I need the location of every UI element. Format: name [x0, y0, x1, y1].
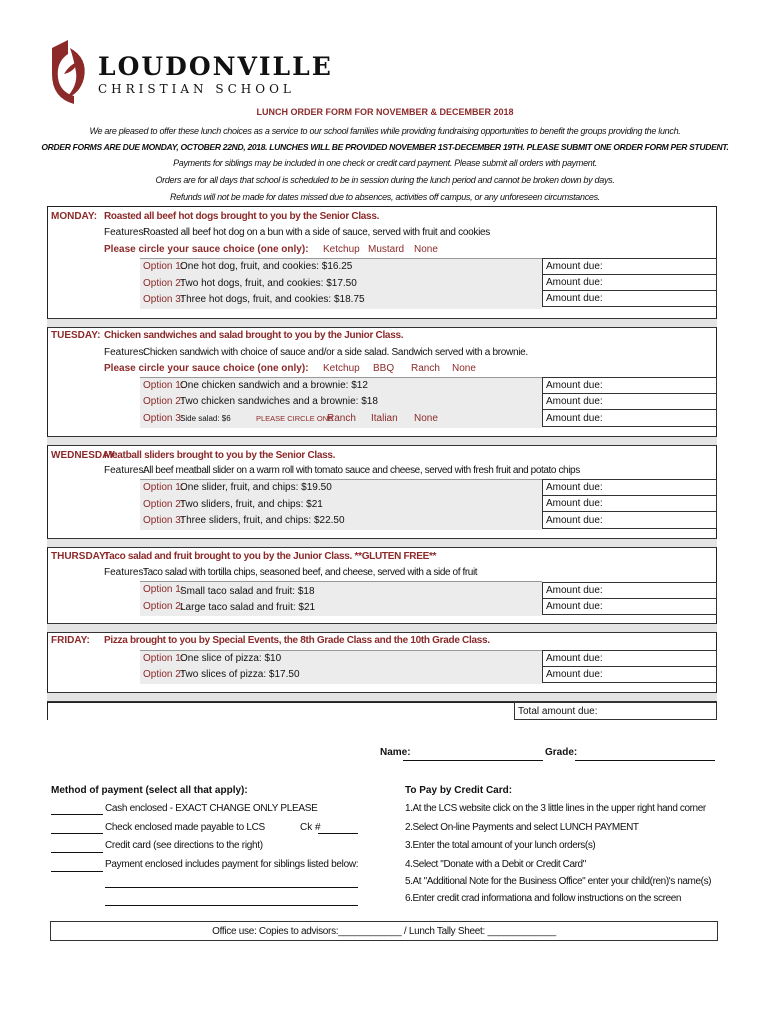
- amount-due-label: Amount due:: [546, 498, 603, 509]
- sibling-name-input[interactable]: [105, 887, 358, 888]
- amount-due-field[interactable]: [542, 582, 717, 599]
- office-use-text: Office use: Copies to advisors:____________ / Lunch Tally Sheet: _____________: [212, 926, 556, 937]
- day-label-friday: FRIDAY:: [51, 635, 90, 646]
- amount-due-label: Amount due:: [546, 380, 603, 391]
- total-amount-field[interactable]: [514, 702, 717, 720]
- sauce-choice[interactable]: Ketchup: [323, 363, 360, 374]
- credit-step: 5.At "Additional Note for the Business Office" enter your child(ren)'s name(s): [405, 876, 712, 887]
- payment-checkbox-blank[interactable]: [51, 852, 103, 853]
- amount-due-label: Amount due:: [546, 585, 603, 596]
- amount-due-label: Amount due:: [546, 669, 603, 680]
- check-number-input[interactable]: [318, 833, 358, 834]
- amount-due-label: Amount due:: [546, 261, 603, 272]
- payment-method-title: Method of payment (select all that apply):: [51, 785, 248, 796]
- logo-name: LOUDONVILLE: [98, 52, 333, 81]
- option-label: Option 2:: [143, 669, 184, 680]
- name-label: Name:: [380, 747, 411, 758]
- dressing-choice[interactable]: Ranch: [327, 413, 356, 424]
- option-label: Option 1:: [143, 482, 184, 493]
- option-label: Option 2:: [143, 396, 184, 407]
- payment-option: Payment enclosed includes payment for siblings listed below:: [105, 859, 359, 870]
- option-text: Two chicken sandwiches and a brownie: $18: [180, 396, 378, 407]
- option-label: Option 3:: [143, 515, 184, 526]
- option-text: Two hot dogs, fruit, and cookies: $17.50: [180, 278, 357, 289]
- sauce-choice[interactable]: BBQ: [373, 363, 395, 374]
- option-text: Two sliders, fruit, and chips: $21: [180, 499, 323, 510]
- option-text: One slider, fruit, and chips: $19.50: [180, 482, 332, 493]
- features-label: Features:: [104, 465, 147, 476]
- amount-due-field[interactable]: [542, 409, 717, 427]
- monday-description: Roasted all beef hot dogs brought to you by the Senior Class.: [104, 211, 380, 222]
- intro-line-1: We are pleased to offer these lunch choices as a service to our school families while providing fundraising opportunities to benefit the groups providing the lunch.: [89, 126, 681, 136]
- day-label-tuesday: TUESDAY:: [51, 330, 101, 341]
- payment-checkbox-blank[interactable]: [51, 871, 103, 872]
- option-label: Option 3:: [143, 413, 184, 424]
- intro-line-4: Orders are for all days that school is scheduled to be in session during the lunch period and cannot be broken down by days.: [155, 175, 615, 185]
- option-text: Two slices of pizza: $17.50: [180, 669, 300, 680]
- amount-due-field[interactable]: [542, 393, 717, 410]
- features-label: Features:: [104, 227, 147, 238]
- wednesday-features: All beef meatball slider on a warm roll with tomato sauce and cheese, served with fresh fruit and potato chips: [143, 465, 580, 476]
- features-label: Features:: [104, 567, 147, 578]
- amount-due-field[interactable]: [542, 377, 717, 394]
- payment-checkbox-blank[interactable]: [51, 814, 103, 815]
- thursday-features: Taco salad with tortilla chips, seasoned beef, and cheese, served with a side of fruit: [143, 567, 478, 578]
- thursday-description: Taco salad and fruit brought to you by the Junior Class. **GLUTEN FREE**: [104, 551, 437, 562]
- payment-checkbox-blank[interactable]: [51, 833, 103, 834]
- form-title: LUNCH ORDER FORM FOR NOVEMBER & DECEMBER 2018: [256, 107, 514, 117]
- grade-input[interactable]: [575, 760, 715, 761]
- logo-subtitle: CHRISTIAN SCHOOL: [98, 82, 295, 96]
- day-label-wednesday: WEDNESDAY:: [51, 450, 118, 461]
- option-text: Three hot dogs, fruit, and cookies: $18.75: [180, 294, 365, 305]
- credit-step: 2.Select On-line Payments and select LUNCH PAYMENT: [405, 822, 639, 833]
- amount-due-label: Amount due:: [546, 293, 603, 304]
- amount-due-label: Amount due:: [546, 413, 603, 424]
- credit-step: 1.At the LCS website click on the 3 little lines in the upper right hand corner: [405, 803, 706, 814]
- office-use-box: [50, 921, 718, 941]
- friday-description: Pizza brought to you by Special Events, the 8th Grade Class and the 10th Grade Class.: [104, 635, 490, 646]
- credit-step: 4.Select "Donate with a Debit or Credit Card": [405, 859, 586, 870]
- option-label: Option 1:: [143, 261, 184, 272]
- amount-due-label: Amount due:: [546, 601, 603, 612]
- option-label: Option 2:: [143, 278, 184, 289]
- amount-due-field[interactable]: [542, 258, 717, 275]
- amount-due-label: Amount due:: [546, 653, 603, 664]
- credit-step: 3.Enter the total amount of your lunch orders(s): [405, 840, 596, 851]
- option-text: Small taco salad and fruit: $18: [180, 586, 315, 597]
- amount-due-field[interactable]: [542, 274, 717, 291]
- amount-due-field[interactable]: [542, 495, 717, 512]
- sauce-choice[interactable]: None: [414, 244, 438, 255]
- intro-line-2: ORDER FORMS ARE DUE MONDAY, OCTOBER 22ND, 2018. LUNCHES WILL BE PROVIDED NOVEMBER 1ST-DECEMBER 19TH. PLEASE SUBMIT ONE ORDER FORM PER STUDENT.: [41, 142, 729, 152]
- sauce-choice[interactable]: Ketchup: [323, 244, 360, 255]
- option-text: One chicken sandwich and a brownie: $12: [180, 380, 368, 391]
- monday-features: Roasted all beef hot dog on a bun with a side of sauce, served with fruit and cookies: [143, 227, 490, 238]
- credit-step: 6.Enter credit crad informationa and follow instructions on the screen: [405, 893, 682, 904]
- option-label: Option 2:: [143, 499, 184, 510]
- tuesday-description: Chicken sandwiches and salad brought to you by the Junior Class.: [104, 330, 404, 341]
- intro-line-5: Refunds will not be made for dates missed due to absences, activities off campus, or any unforeseen circumstances.: [169, 192, 601, 202]
- day-label-monday: MONDAY:: [51, 211, 98, 222]
- amount-due-field[interactable]: [542, 650, 717, 667]
- sauce-choice[interactable]: None: [452, 363, 476, 374]
- option-label: Option 1:: [143, 584, 184, 595]
- amount-due-field[interactable]: [542, 290, 717, 307]
- dressing-choice[interactable]: None: [414, 413, 438, 424]
- amount-due-field[interactable]: [542, 598, 717, 615]
- circle-one-note: PLEASE CIRCLE ONE: [256, 414, 334, 423]
- option-label: Option 1:: [143, 653, 184, 664]
- payment-option: Credit card (see directions to the right): [105, 840, 263, 851]
- option-text: Large taco salad and fruit: $21: [180, 602, 316, 613]
- amount-due-field[interactable]: [542, 479, 717, 496]
- option-label: Option 1:: [143, 380, 184, 391]
- option-text: Side salad: $6: [180, 414, 231, 423]
- tuesday-sauce-prompt: Please circle your sauce choice (one only):: [104, 363, 309, 374]
- intro-line-3: Payments for siblings may be included in one check or credit card payment. Please submit all orders with payment.: [173, 158, 597, 168]
- option-text: One slice of pizza: $10: [180, 653, 282, 664]
- tuesday-features: Chicken sandwich with choice of sauce and/or a side salad. Sandwich served with a brownie.: [143, 347, 528, 358]
- payment-option: Cash enclosed - EXACT CHANGE ONLY PLEASE: [105, 803, 318, 814]
- sibling-name-input[interactable]: [105, 905, 358, 906]
- option-text: Three sliders, fruit, and chips: $22.50: [180, 515, 345, 526]
- features-label: Features:: [104, 347, 147, 358]
- amount-due-label: Amount due:: [546, 396, 603, 407]
- total-amount-label: Total amount due:: [518, 706, 598, 717]
- check-number-label: Ck #: [300, 822, 321, 833]
- option-text: One hot dog, fruit, and cookies: $16.25: [180, 261, 353, 272]
- amount-due-label: Amount due:: [546, 277, 603, 288]
- monday-sauce-prompt: Please circle your sauce choice (one only):: [104, 244, 309, 255]
- amount-due-label: Amount due:: [546, 515, 603, 526]
- amount-due-field[interactable]: [542, 666, 717, 683]
- credit-card-title: To Pay by Credit Card:: [405, 785, 513, 796]
- grade-label: Grade:: [545, 747, 578, 758]
- option-label: Option 3:: [143, 294, 184, 305]
- flame-leaf-logo-icon: [48, 38, 92, 108]
- amount-due-field[interactable]: [542, 511, 717, 529]
- payment-option: Check enclosed made payable to LCS: [105, 822, 265, 833]
- day-label-thursday: THURSDAY:: [51, 551, 109, 562]
- wednesday-description: Meatball sliders brought to you by the Senior Class.: [104, 450, 336, 461]
- sauce-choice[interactable]: Mustard: [368, 244, 405, 255]
- option-label: Option 2:: [143, 601, 184, 612]
- name-input[interactable]: [403, 760, 543, 761]
- amount-due-label: Amount due:: [546, 482, 603, 493]
- sauce-choice[interactable]: Ranch: [411, 363, 440, 374]
- dressing-choice[interactable]: Italian: [371, 413, 398, 424]
